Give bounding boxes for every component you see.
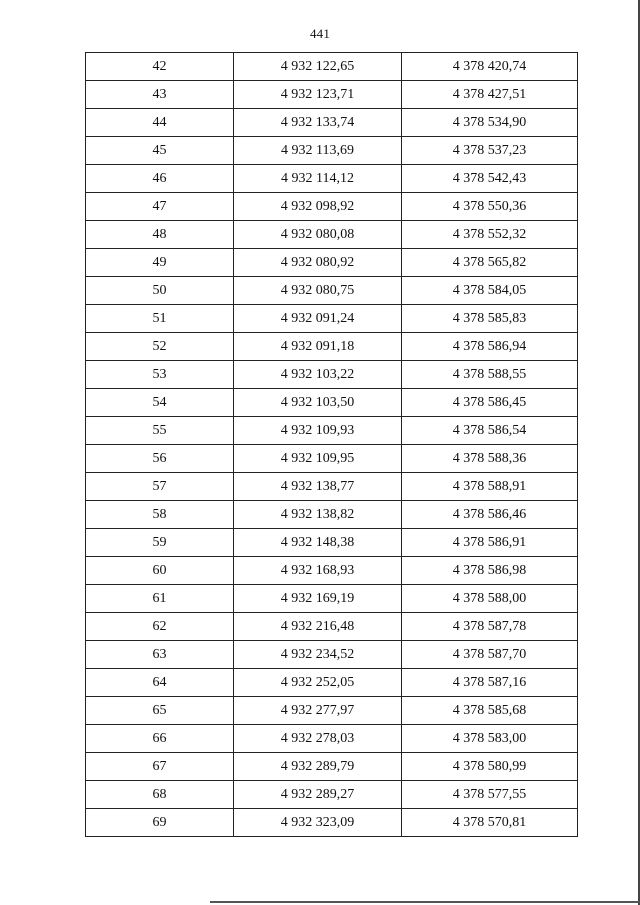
y-coordinate-cell: 4 378 586,98 [402,557,578,585]
table-row [86,221,578,249]
x-coordinate-cell: 4 932 080,08 [234,221,402,249]
table-row [86,585,578,613]
table-row [86,753,578,781]
point-number-cell: 67 [86,753,234,781]
point-number-cell: 45 [86,137,234,165]
table-row [86,389,578,417]
page-number: 441 [309,26,331,41]
point-number-cell: 63 [86,641,234,669]
table-row [86,697,578,725]
table-row [86,641,578,669]
table-row [86,165,578,193]
x-coordinate-cell: 4 932 113,69 [234,137,402,165]
x-coordinate-cell: 4 932 216,48 [234,613,402,641]
y-coordinate-cell: 4 378 586,94 [402,333,578,361]
point-number-cell: 51 [86,305,234,333]
point-number-cell: 65 [86,697,234,725]
point-number-cell: 57 [86,473,234,501]
y-coordinate-cell: 4 378 587,78 [402,613,578,641]
x-coordinate-cell: 4 932 277,97 [234,697,402,725]
x-coordinate-cell: 4 932 323,09 [234,809,402,837]
point-number-cell: 44 [86,109,234,137]
x-coordinate-cell: 4 932 098,92 [234,193,402,221]
point-number-cell: 42 [86,53,234,81]
x-coordinate-cell: 4 932 114,12 [234,165,402,193]
y-coordinate-cell: 4 378 586,54 [402,417,578,445]
point-number-cell: 64 [86,669,234,697]
x-coordinate-cell: 4 932 080,92 [234,249,402,277]
coordinates-table [85,52,578,837]
y-coordinate-cell: 4 378 537,23 [402,137,578,165]
x-coordinate-cell: 4 932 122,65 [234,53,402,81]
point-number-cell: 68 [86,781,234,809]
point-number-cell: 62 [86,613,234,641]
point-number-cell: 52 [86,333,234,361]
y-coordinate-cell: 4 378 586,46 [402,501,578,529]
point-number-cell: 50 [86,277,234,305]
table-row [86,809,578,837]
x-coordinate-cell: 4 932 278,03 [234,725,402,753]
point-number-cell: 47 [86,193,234,221]
point-number-cell: 43 [86,81,234,109]
y-coordinate-cell: 4 378 552,32 [402,221,578,249]
point-number-cell: 58 [86,501,234,529]
table-row [86,361,578,389]
x-coordinate-cell: 4 932 103,50 [234,389,402,417]
y-coordinate-cell: 4 378 550,36 [402,193,578,221]
table-row [86,557,578,585]
table-row [86,249,578,277]
x-coordinate-cell: 4 932 169,19 [234,585,402,613]
table-row [86,473,578,501]
table-row [86,53,578,81]
y-coordinate-cell: 4 378 588,55 [402,361,578,389]
y-coordinate-cell: 4 378 565,82 [402,249,578,277]
y-coordinate-cell: 4 378 585,83 [402,305,578,333]
y-coordinate-cell: 4 378 580,99 [402,753,578,781]
table-row [86,613,578,641]
point-number-cell: 69 [86,809,234,837]
table-row [86,277,578,305]
y-coordinate-cell: 4 378 588,36 [402,445,578,473]
table-row [86,137,578,165]
y-coordinate-cell: 4 378 577,55 [402,781,578,809]
point-number-cell: 56 [86,445,234,473]
table-row [86,109,578,137]
y-coordinate-cell: 4 378 585,68 [402,697,578,725]
point-number-cell: 66 [86,725,234,753]
point-number-cell: 46 [86,165,234,193]
x-coordinate-cell: 4 932 103,22 [234,361,402,389]
y-coordinate-cell: 4 378 542,43 [402,165,578,193]
x-coordinate-cell: 4 932 109,93 [234,417,402,445]
y-coordinate-cell: 4 378 534,90 [402,109,578,137]
table-row [86,529,578,557]
x-coordinate-cell: 4 932 133,74 [234,109,402,137]
point-number-cell: 60 [86,557,234,585]
table-row [86,193,578,221]
point-number-cell: 49 [86,249,234,277]
table-row [86,445,578,473]
scan-edge-bottom [210,901,640,903]
table-row [86,81,578,109]
y-coordinate-cell: 4 378 583,00 [402,725,578,753]
table-row [86,417,578,445]
y-coordinate-cell: 4 378 427,51 [402,81,578,109]
point-number-cell: 61 [86,585,234,613]
x-coordinate-cell: 4 932 234,52 [234,641,402,669]
x-coordinate-cell: 4 932 138,82 [234,501,402,529]
point-number-cell: 53 [86,361,234,389]
table-row [86,669,578,697]
point-number-cell: 54 [86,389,234,417]
x-coordinate-cell: 4 932 091,18 [234,333,402,361]
y-coordinate-cell: 4 378 588,91 [402,473,578,501]
x-coordinate-cell: 4 932 168,93 [234,557,402,585]
y-coordinate-cell: 4 378 584,05 [402,277,578,305]
y-coordinate-cell: 4 378 587,70 [402,641,578,669]
x-coordinate-cell: 4 932 123,71 [234,81,402,109]
y-coordinate-cell: 4 378 588,00 [402,585,578,613]
x-coordinate-cell: 4 932 138,77 [234,473,402,501]
table-row [86,333,578,361]
y-coordinate-cell: 4 378 570,81 [402,809,578,837]
point-number-cell: 59 [86,529,234,557]
table-row [86,501,578,529]
y-coordinate-cell: 4 378 586,91 [402,529,578,557]
y-coordinate-cell: 4 378 420,74 [402,53,578,81]
table-row [86,725,578,753]
coordinates-table-body [86,53,578,837]
x-coordinate-cell: 4 932 289,27 [234,781,402,809]
point-number-cell: 55 [86,417,234,445]
y-coordinate-cell: 4 378 586,45 [402,389,578,417]
x-coordinate-cell: 4 932 148,38 [234,529,402,557]
point-number-cell: 48 [86,221,234,249]
table-row [86,305,578,333]
x-coordinate-cell: 4 932 091,24 [234,305,402,333]
x-coordinate-cell: 4 932 080,75 [234,277,402,305]
table-row [86,781,578,809]
y-coordinate-cell: 4 378 587,16 [402,669,578,697]
x-coordinate-cell: 4 932 252,05 [234,669,402,697]
x-coordinate-cell: 4 932 109,95 [234,445,402,473]
x-coordinate-cell: 4 932 289,79 [234,753,402,781]
